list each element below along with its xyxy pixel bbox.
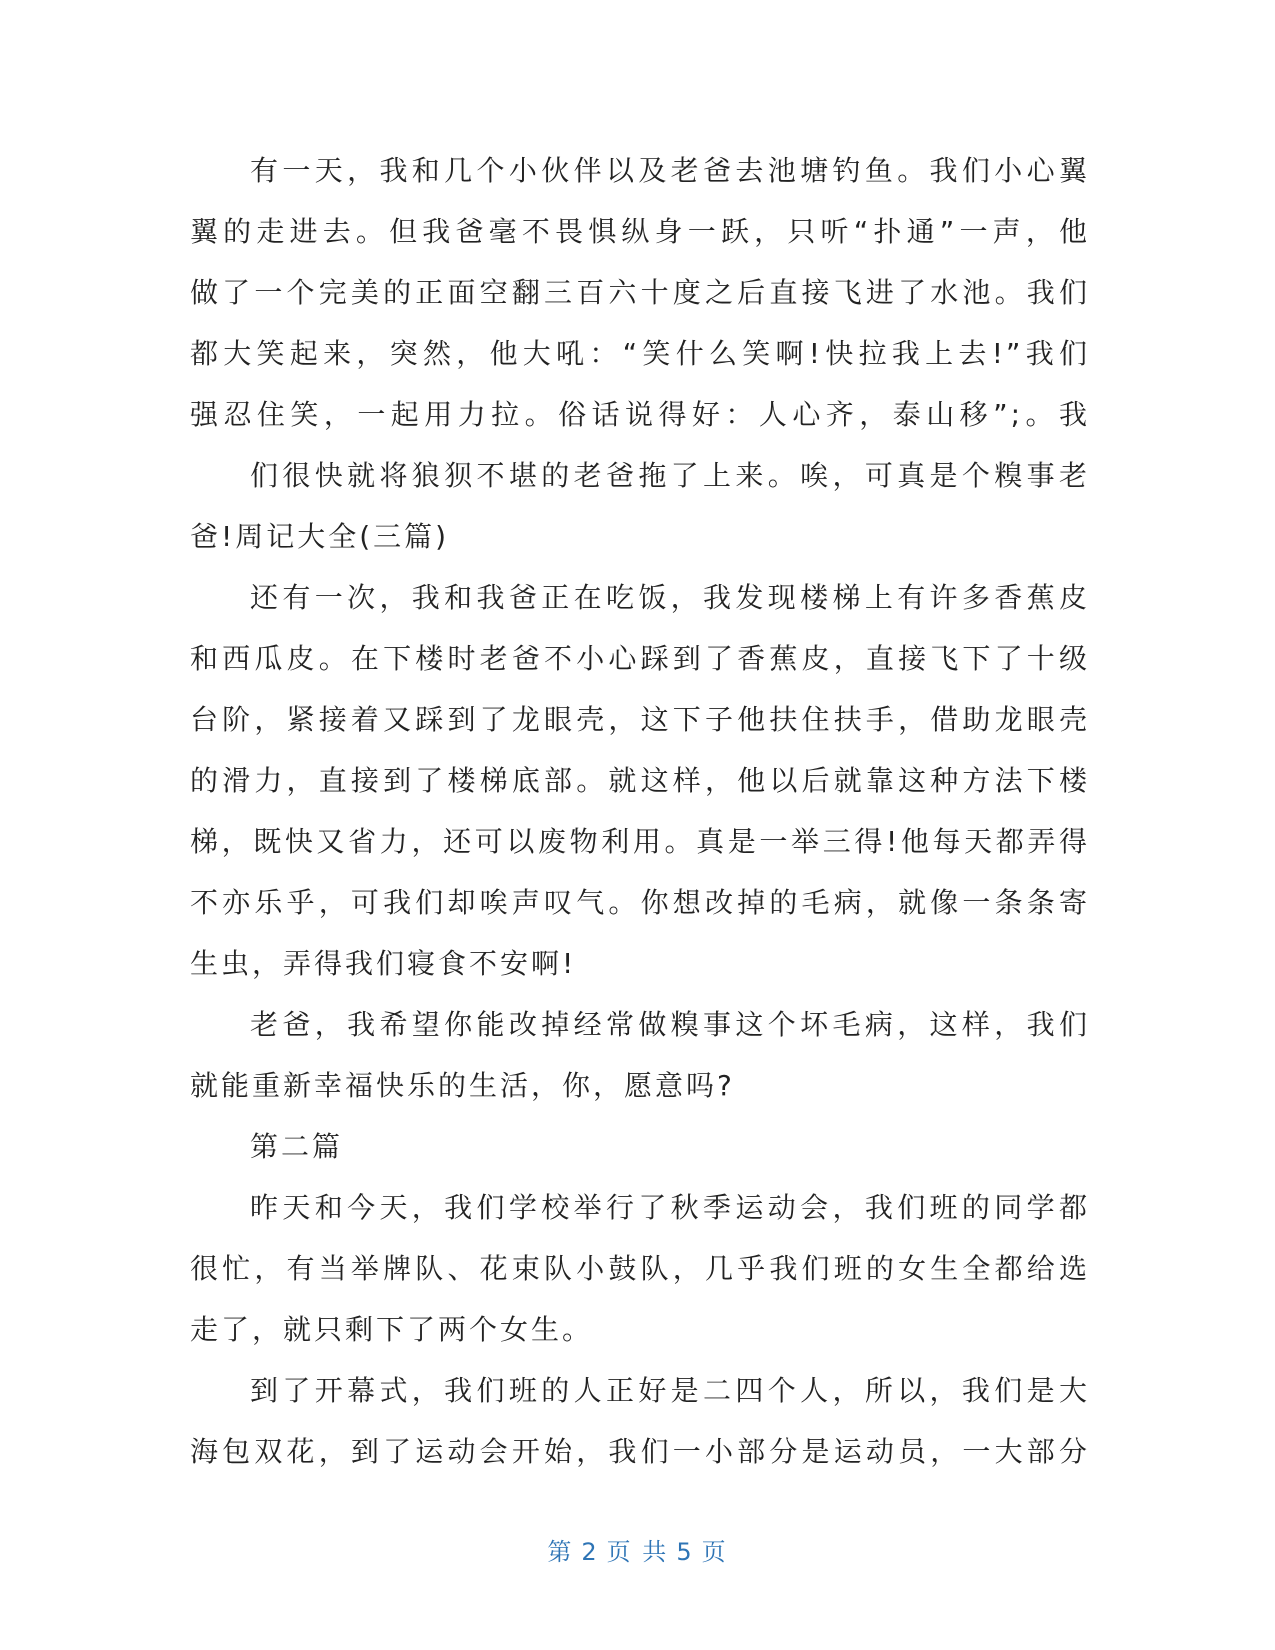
text-line: 做了一个完美的正面空翻三百六十度之后直接飞进了水池。我们 [190,276,1090,309]
text-line: 台阶，紧接着又踩到了龙眼壳，这下子他扶住扶手，借助龙眼壳 [190,703,1090,736]
footer-page-number: 2 [581,1538,599,1566]
body-text [190,140,1090,1482]
text-line: 爸!周记大全(三篇) [190,520,450,553]
section-heading: 第二篇 [250,1130,344,1163]
text-line: 很忙，有当举牌队、花束队小鼓队，几乎我们班的女生全都给选 [190,1252,1090,1285]
footer-middle: 页 共 [606,1538,669,1566]
text-line: 不亦乐乎，可我们却唉声叹气。你想改掉的毛病，就像一条条寄 [190,886,1090,919]
text-line: 有一天，我和几个小伙伴以及老爸去池塘钓鱼。我们小心翼 [250,154,1090,187]
text-line: 走了，就只剩下了两个女生。 [190,1313,594,1346]
text-line: 老爸，我希望你能改掉经常做糗事这个坏毛病，这样，我们 [250,1008,1090,1041]
footer-total-pages: 5 [676,1538,694,1566]
text-line: 梯，既快又省力，还可以废物利用。真是一举三得!他每天都弄得 [190,825,1090,858]
page-footer [0,1532,1275,1567]
text-line: 就能重新幸福快乐的生活，你，愿意吗? [190,1069,735,1102]
text-line: 强忍住笑，一起用力拉。俗话说得好：人心齐，泰山移”;。我 [190,398,1090,431]
text-line: 昨天和今天，我们学校举行了秋季运动会，我们班的同学都 [250,1191,1090,1224]
footer-prefix: 第 [547,1538,574,1566]
text-line: 的滑力，直接到了楼梯底部。就这样，他以后就靠这种方法下楼 [190,764,1090,797]
footer-suffix: 页 [701,1538,728,1566]
text-line: 生虫，弄得我们寝食不安啊! [190,947,577,980]
text-line: 海包双花，到了运动会开始，我们一小部分是运动员，一大部分 [190,1435,1090,1468]
text-line: 都大笑起来，突然，他大吼：“笑什么笑啊!快拉我上去!”我们 [190,337,1090,370]
text-line: 们很快就将狼狈不堪的老爸拖了上来。唉，可真是个糗事老 [250,459,1090,492]
text-line: 还有一次，我和我爸正在吃饭，我发现楼梯上有许多香蕉皮 [250,581,1090,614]
text-line: 和西瓜皮。在下楼时老爸不小心踩到了香蕉皮，直接飞下了十级 [190,642,1090,675]
text-line: 翼的走进去。但我爸毫不畏惧纵身一跃，只听“扑通”一声，他 [190,215,1090,248]
text-line: 到了开幕式，我们班的人正好是二四个人，所以，我们是大 [250,1374,1090,1407]
